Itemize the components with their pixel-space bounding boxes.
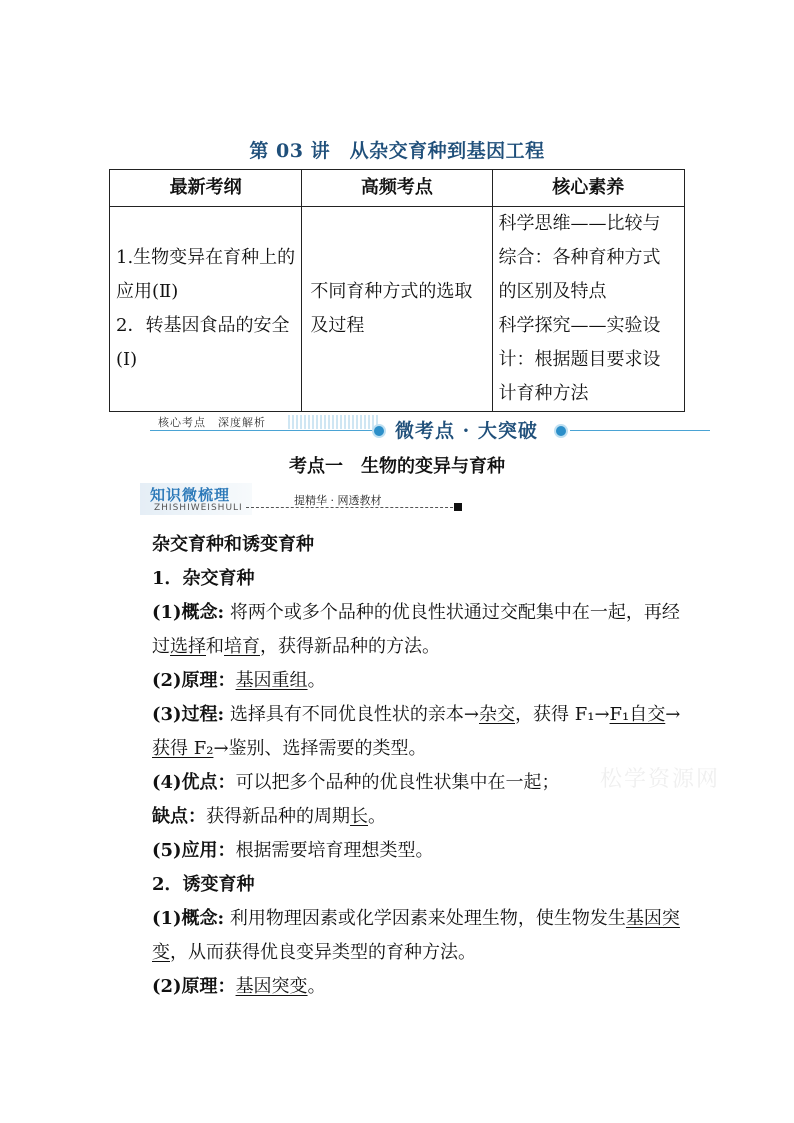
subsection-mutation-breeding: 2．诱变育种	[152, 874, 255, 895]
header-core-literacy: 核心素养	[492, 170, 684, 207]
cell-outline	[110, 207, 302, 412]
paragraph-concept: (1)概念: 将两个或多个品种的优良性状通过交配集中在一起，再经过选择和培育，获得新品种的方法。	[152, 602, 680, 657]
answer-blank: F₁自交	[609, 704, 666, 725]
section-title: 考点一 生物的变异与育种	[289, 456, 505, 477]
paragraph-mutation-concept: (1)概念: 利用物理因素或化学因素来处理生物，使生物发生基因突变，从而获得优良变异类型的育种方法。	[152, 908, 680, 963]
banner-ribbon	[288, 415, 378, 429]
answer-blank: 基因突变	[235, 976, 308, 997]
table-row	[110, 207, 685, 412]
knowledge-banner-pinyin: ZHISHIWEISHULI	[154, 503, 243, 513]
dot-icon	[554, 424, 568, 438]
subsection-hybrid-breeding: 1．杂交育种	[152, 568, 255, 589]
answer-blank: 获得 F₂	[152, 738, 214, 759]
knowledge-banner-title: 知识微梳理	[150, 486, 231, 504]
answer-blank: 杂交	[479, 704, 516, 725]
header-latest-outline: 最新考纲	[110, 170, 302, 207]
answer-blank: 选择	[170, 636, 206, 657]
answer-blank: 基因突变	[152, 908, 680, 963]
answer-blank: 基因重组	[235, 670, 308, 691]
page-title: 第 03 讲 从杂交育种到基因工程	[249, 140, 545, 162]
paragraph-advantage: (4)优点：可以把多个品种的优良性状集中在一起；	[152, 772, 560, 793]
body-content	[114, 528, 684, 1004]
paragraph-application: (5)应用：根据需要培育理想类型。	[152, 840, 434, 861]
watermark: 松学资源网	[600, 767, 721, 792]
banner-subtitle: 核心考点 深度解析	[158, 416, 266, 429]
paragraph-principle: (2)原理：基因重组。	[152, 670, 326, 691]
dot-icon	[372, 424, 386, 438]
section-banner	[150, 414, 710, 440]
knowledge-banner	[140, 481, 470, 517]
paragraph-mutation-principle: (2)原理：基因突变。	[152, 976, 326, 997]
banner-divider-left	[150, 430, 378, 431]
square-icon	[454, 503, 462, 511]
banner-divider-right	[570, 430, 710, 431]
paragraph-process: (3)过程: 选择具有不同优良性状的亲本→杂交，获得 F₁→F₁自交→获得 F₂→鉴别、选择需要的类型。	[152, 704, 681, 759]
header-frequent-points: 高频考点	[302, 170, 492, 207]
outline-item-2: 2．转基因食品的安全(Ⅰ)	[116, 315, 290, 370]
literacy-item-2: 科学探究——实验设计：根据题目要求设计育种方法	[498, 315, 661, 404]
literacy-item-1: 科学思维——比较与综合：各种育种方式的区别及特点	[498, 213, 661, 302]
table-header-row	[110, 170, 685, 207]
cell-core-literacy	[492, 207, 684, 412]
paragraph-disadvantage: 缺点：获得新品种的周期长。	[152, 806, 386, 827]
answer-blank: 长	[350, 806, 368, 827]
content-heading: 杂交育种和诱变育种	[152, 534, 314, 555]
banner-title: 微考点 · 大突破	[395, 420, 538, 442]
cell-frequent-point: 不同育种方式的选取及过程	[302, 207, 492, 412]
answer-blank: 培育	[224, 636, 260, 657]
outline-item-1: 1.生物变异在育种上的应用(Ⅱ)	[116, 247, 296, 302]
knowledge-banner-tag: 提精华 · 网透教材	[294, 494, 382, 507]
exam-outline-table	[109, 169, 685, 412]
